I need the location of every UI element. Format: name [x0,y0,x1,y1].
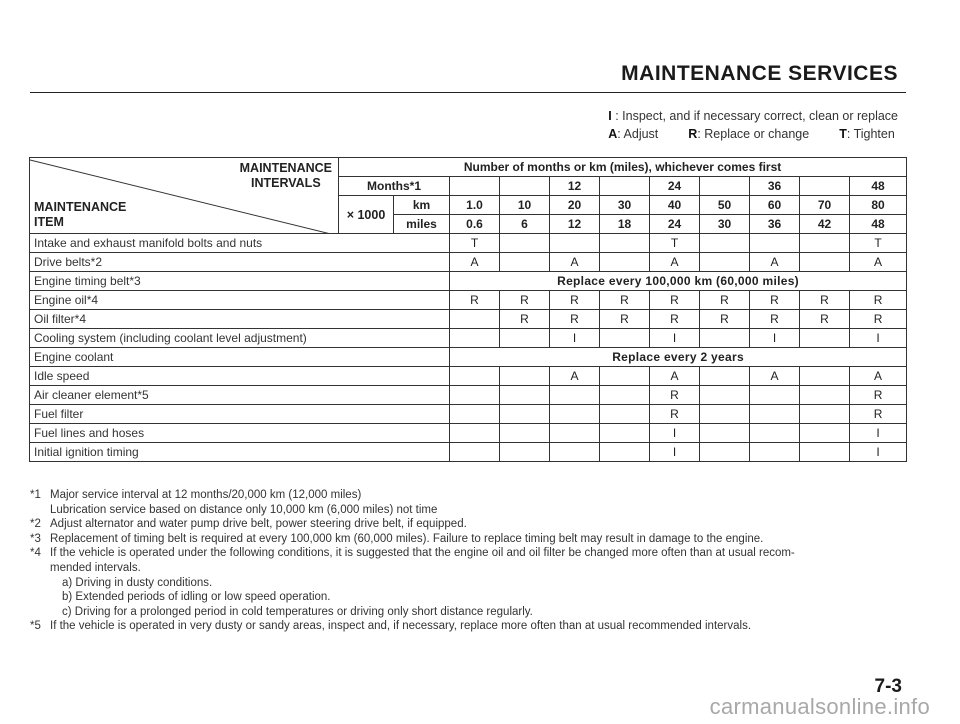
schedule-cell: T [450,234,500,253]
legend-replace-code: R [688,127,698,141]
footnote-text: If the vehicle is operated in very dusty or sandy areas, inspect and, if necessary, replace more often than at usual recommended intervals. [50,620,752,633]
schedule-cell [800,367,850,386]
schedule-cell: A [850,253,907,272]
schedule-cell: I [850,443,907,462]
schedule-cell [550,424,600,443]
schedule-cell [600,367,650,386]
schedule-cell [800,443,850,462]
item-name: Drive belts*2 [30,253,450,272]
item-name: Engine timing belt*3 [30,272,450,291]
legend-inspect [608,107,898,125]
schedule-cell [450,405,500,424]
item-name: Fuel filter [30,405,450,424]
schedule-cell: A [550,367,600,386]
schedule-cell: A [450,253,500,272]
months-cell [450,177,500,196]
schedule-cell [700,405,750,424]
table-row [30,424,907,443]
footnotes [30,488,910,634]
schedule-cell: A [650,367,700,386]
schedule-cell [600,329,650,348]
schedule-cell [500,329,550,348]
footnote [30,532,910,547]
footnote-mark: *3 [30,532,41,545]
footnote [30,576,910,591]
km-cell: 1.0 [450,196,500,215]
table-row [30,348,907,367]
footnote [30,605,910,620]
table-row [30,291,907,310]
schedule-cell: T [850,234,907,253]
months-cell: 24 [650,177,700,196]
schedule-cell: I [650,329,700,348]
schedule-cell [600,234,650,253]
table-row [30,272,907,291]
table-row [30,329,907,348]
item-name: Air cleaner element*5 [30,386,450,405]
item-name: Fuel lines and hoses [30,424,450,443]
legend-line2 [608,125,898,143]
legend-replace-text: : Replace or change [697,127,810,141]
maintenance-schedule-table [29,157,907,462]
footnote-text: b) Extended periods of idling or low speed operation. [62,591,331,604]
footnote-text: If the vehicle is operated under the following conditions, it is suggested that the engine oil and oil filter be changed more often than at usual recom- [50,547,795,560]
schedule-cell: I [650,424,700,443]
schedule-cell [450,329,500,348]
miles-cell: 0.6 [450,215,500,234]
legend-adjust-text: : Adjust [617,127,659,141]
schedule-cell [550,405,600,424]
item-name: Intake and exhaust manifold bolts and nuts [30,234,450,253]
schedule-cell: A [750,253,800,272]
schedule-cell [700,367,750,386]
schedule-cell [450,310,500,329]
schedule-cell [800,424,850,443]
schedule-cell [750,443,800,462]
legend [608,107,898,143]
schedule-cell [800,234,850,253]
footnote [30,546,910,561]
corner-intervals-label: MAINTENANCE INTERVALS [239,161,332,190]
schedule-cell: R [550,310,600,329]
schedule-cell [700,234,750,253]
table-row [30,310,907,329]
months-cell [800,177,850,196]
table-row [30,253,907,272]
schedule-cell [600,405,650,424]
footnote [30,590,910,605]
item-name: Idle speed [30,367,450,386]
schedule-cell [550,234,600,253]
legend-tighten-text: : Tighten [846,127,895,141]
footnote-mark: *5 [30,620,41,633]
schedule-cell [500,424,550,443]
footnote-text: mended intervals. [50,561,141,574]
miles-cell: 42 [800,215,850,234]
page-number: 7-3 [874,676,902,697]
footnote-mark: *2 [30,518,41,531]
schedule-cell [600,443,650,462]
months-cell: 48 [850,177,907,196]
km-cell: 20 [550,196,600,215]
table-row [30,234,907,253]
schedule-cell [700,443,750,462]
span-note: Replace every 100,000 km (60,000 miles) [450,272,907,291]
miles-cell: 12 [550,215,600,234]
legend-tighten-code: T [839,127,847,141]
schedule-cell [750,234,800,253]
miles-cell: 24 [650,215,700,234]
span-note: Replace every 2 years [450,348,907,367]
schedule-cell [700,386,750,405]
footnote [30,503,910,518]
schedule-cell [450,386,500,405]
item-name: Initial ignition timing [30,443,450,462]
schedule-cell [700,253,750,272]
schedule-cell: T [650,234,700,253]
table-row [30,443,907,462]
schedule-cell: R [650,405,700,424]
footnote-text: a) Driving in dusty conditions. [62,576,213,589]
schedule-cell: R [500,291,550,310]
footnote-mark: *1 [30,489,41,501]
schedule-cell [450,367,500,386]
months-cell: 36 [750,177,800,196]
months-cell: 12 [550,177,600,196]
schedule-cell: R [650,291,700,310]
schedule-cell [750,386,800,405]
table-corner-header [30,158,339,234]
schedule-cell [750,405,800,424]
km-cell: 30 [600,196,650,215]
schedule-cell: I [750,329,800,348]
months-cell [700,177,750,196]
km-cell: 40 [650,196,700,215]
header-row-1 [30,158,907,177]
footnote [30,619,910,634]
schedule-cell [800,405,850,424]
schedule-cell [500,405,550,424]
item-name: Oil filter*4 [30,310,450,329]
footnote-mark: *4 [30,547,41,560]
schedule-cell [500,367,550,386]
schedule-cell: A [850,367,907,386]
schedule-cell: R [850,386,907,405]
item-name: Engine coolant [30,348,450,367]
km-cell: 80 [850,196,907,215]
schedule-cell [450,443,500,462]
item-name: Engine oil*4 [30,291,450,310]
km-cell: 70 [800,196,850,215]
schedule-cell: R [850,291,907,310]
legend-inspect-text: : Inspect, and if necessary correct, clean or replace [615,109,898,123]
legend-inspect-code: I [608,109,612,123]
schedule-cell [600,386,650,405]
miles-cell: 30 [700,215,750,234]
schedule-cell: R [850,405,907,424]
footnote [30,561,910,576]
table-row [30,367,907,386]
months-cell [500,177,550,196]
miles-cell: 48 [850,215,907,234]
title-rule [30,92,906,93]
schedule-cell: R [800,291,850,310]
corner-item-label: MAINTENANCE ITEM [34,200,127,229]
schedule-cell [500,234,550,253]
schedule-cell: R [700,310,750,329]
table-row [30,386,907,405]
miles-cell: 18 [600,215,650,234]
schedule-cell [700,424,750,443]
schedule-cell [600,253,650,272]
schedule-cell: R [650,310,700,329]
schedule-cell: R [800,310,850,329]
schedule-cell [750,424,800,443]
item-name: Cooling system (including coolant level adjustment) [30,329,450,348]
schedule-cell [700,329,750,348]
schedule-cell: R [850,310,907,329]
schedule-cell [450,424,500,443]
miles-label: miles [394,215,450,234]
schedule-cell: R [450,291,500,310]
schedule-cell: R [600,291,650,310]
miles-cell: 6 [500,215,550,234]
schedule-cell [500,386,550,405]
page-title: MAINTENANCE SERVICES [621,62,898,85]
months-cell [600,177,650,196]
schedule-cell: A [750,367,800,386]
schedule-cell: I [850,424,907,443]
schedule-cell [800,386,850,405]
schedule-cell: R [750,291,800,310]
header-span: Number of months or km (miles), whichever comes first [339,158,907,177]
schedule-cell [800,329,850,348]
schedule-cell [500,443,550,462]
table-row [30,405,907,424]
schedule-cell [550,443,600,462]
schedule-cell: R [500,310,550,329]
schedule-cell [500,253,550,272]
x1000-label: × 1000 [339,196,394,234]
schedule-cell: I [850,329,907,348]
schedule-cell [800,253,850,272]
km-cell: 60 [750,196,800,215]
footnote-text: Lubrication service based on distance only 10,000 km (6,000 miles) not time [50,503,438,516]
footnote-text: Major service interval at 12 months/20,000 km (12,000 miles) [50,489,362,501]
schedule-cell [600,424,650,443]
footnote [30,488,910,503]
footnote [30,517,910,532]
miles-cell: 36 [750,215,800,234]
watermark: carmanualsonline.info [709,694,930,719]
legend-adjust-code: A [608,127,618,141]
schedule-cell: R [550,291,600,310]
km-cell: 10 [500,196,550,215]
schedule-cell: I [650,443,700,462]
footnote-text: Replacement of timing belt is required at every 100,000 km (60,000 miles). Failure to replace timing belt may result in damage to the engine. [50,532,764,545]
km-cell: 50 [700,196,750,215]
km-label: km [394,196,450,215]
schedule-cell: I [550,329,600,348]
schedule-cell: R [650,386,700,405]
months-label: Months*1 [339,177,450,196]
schedule-cell: R [600,310,650,329]
footnote-text: c) Driving for a prolonged period in cold temperatures or driving only short distance regularly. [62,605,533,618]
schedule-cell: A [550,253,600,272]
schedule-cell: R [750,310,800,329]
schedule-cell: A [650,253,700,272]
schedule-cell [550,386,600,405]
footnote-text: Adjust alternator and water pump drive belt, power steering drive belt, if equipped. [50,518,467,531]
schedule-cell: R [700,291,750,310]
